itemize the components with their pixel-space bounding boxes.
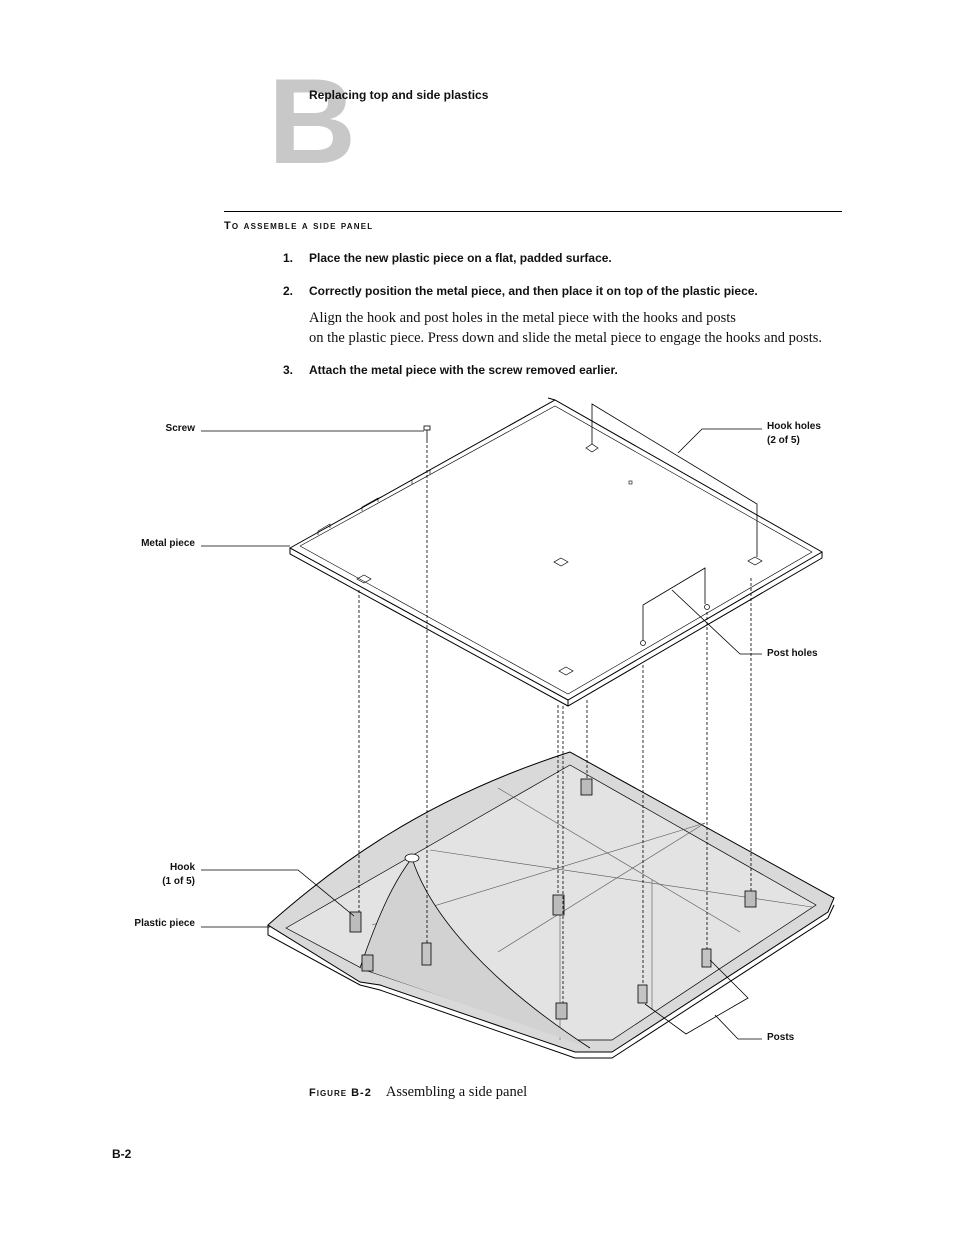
step-number: 3. [283,363,294,377]
step-text: Correctly position the metal piece, and then place it on top of the plastic piece. [309,284,758,298]
step-text: Place the new plastic piece on a flat, padded surface. [309,251,612,265]
callout-metal-piece: Metal piece [141,538,195,549]
section-heading: To assemble a side panel [224,220,374,232]
plastic-piece-drawing [268,752,834,1058]
callout-posts: Posts [767,1032,795,1043]
callout-hook [100,861,195,889]
callout-screw: Screw [165,423,195,434]
callout-line: (1 of 5) [162,876,195,887]
callout-hook-holes [767,420,821,448]
chapter-title: Replacing top and side plastics [309,88,489,102]
step-number: 2. [283,284,294,298]
step-text: Attach the metal piece with the screw removed earlier. [309,363,618,377]
figure-label: Figure B-2 [309,1087,372,1099]
figure-title: Assembling a side panel [385,1084,528,1100]
callout-line: (2 of 5) [767,435,800,446]
callout-post-holes: Post holes [767,648,818,659]
page-number: B-2 [112,1147,132,1161]
figure-caption [309,1084,527,1101]
detail-line: on the plastic piece. Press down and slide the metal piece to engage the hooks and posts. [309,330,823,346]
detail-line: Align the hook and post holes in the metal piece with the hooks and posts [309,310,736,326]
callout-line: Hook holes [767,421,821,432]
callout-plastic-piece: Plastic piece [134,918,195,929]
chapter-letter: B [268,53,357,189]
metal-piece-drawing [290,398,822,706]
step-number: 1. [283,251,294,265]
callout-line: Hook [170,862,195,873]
